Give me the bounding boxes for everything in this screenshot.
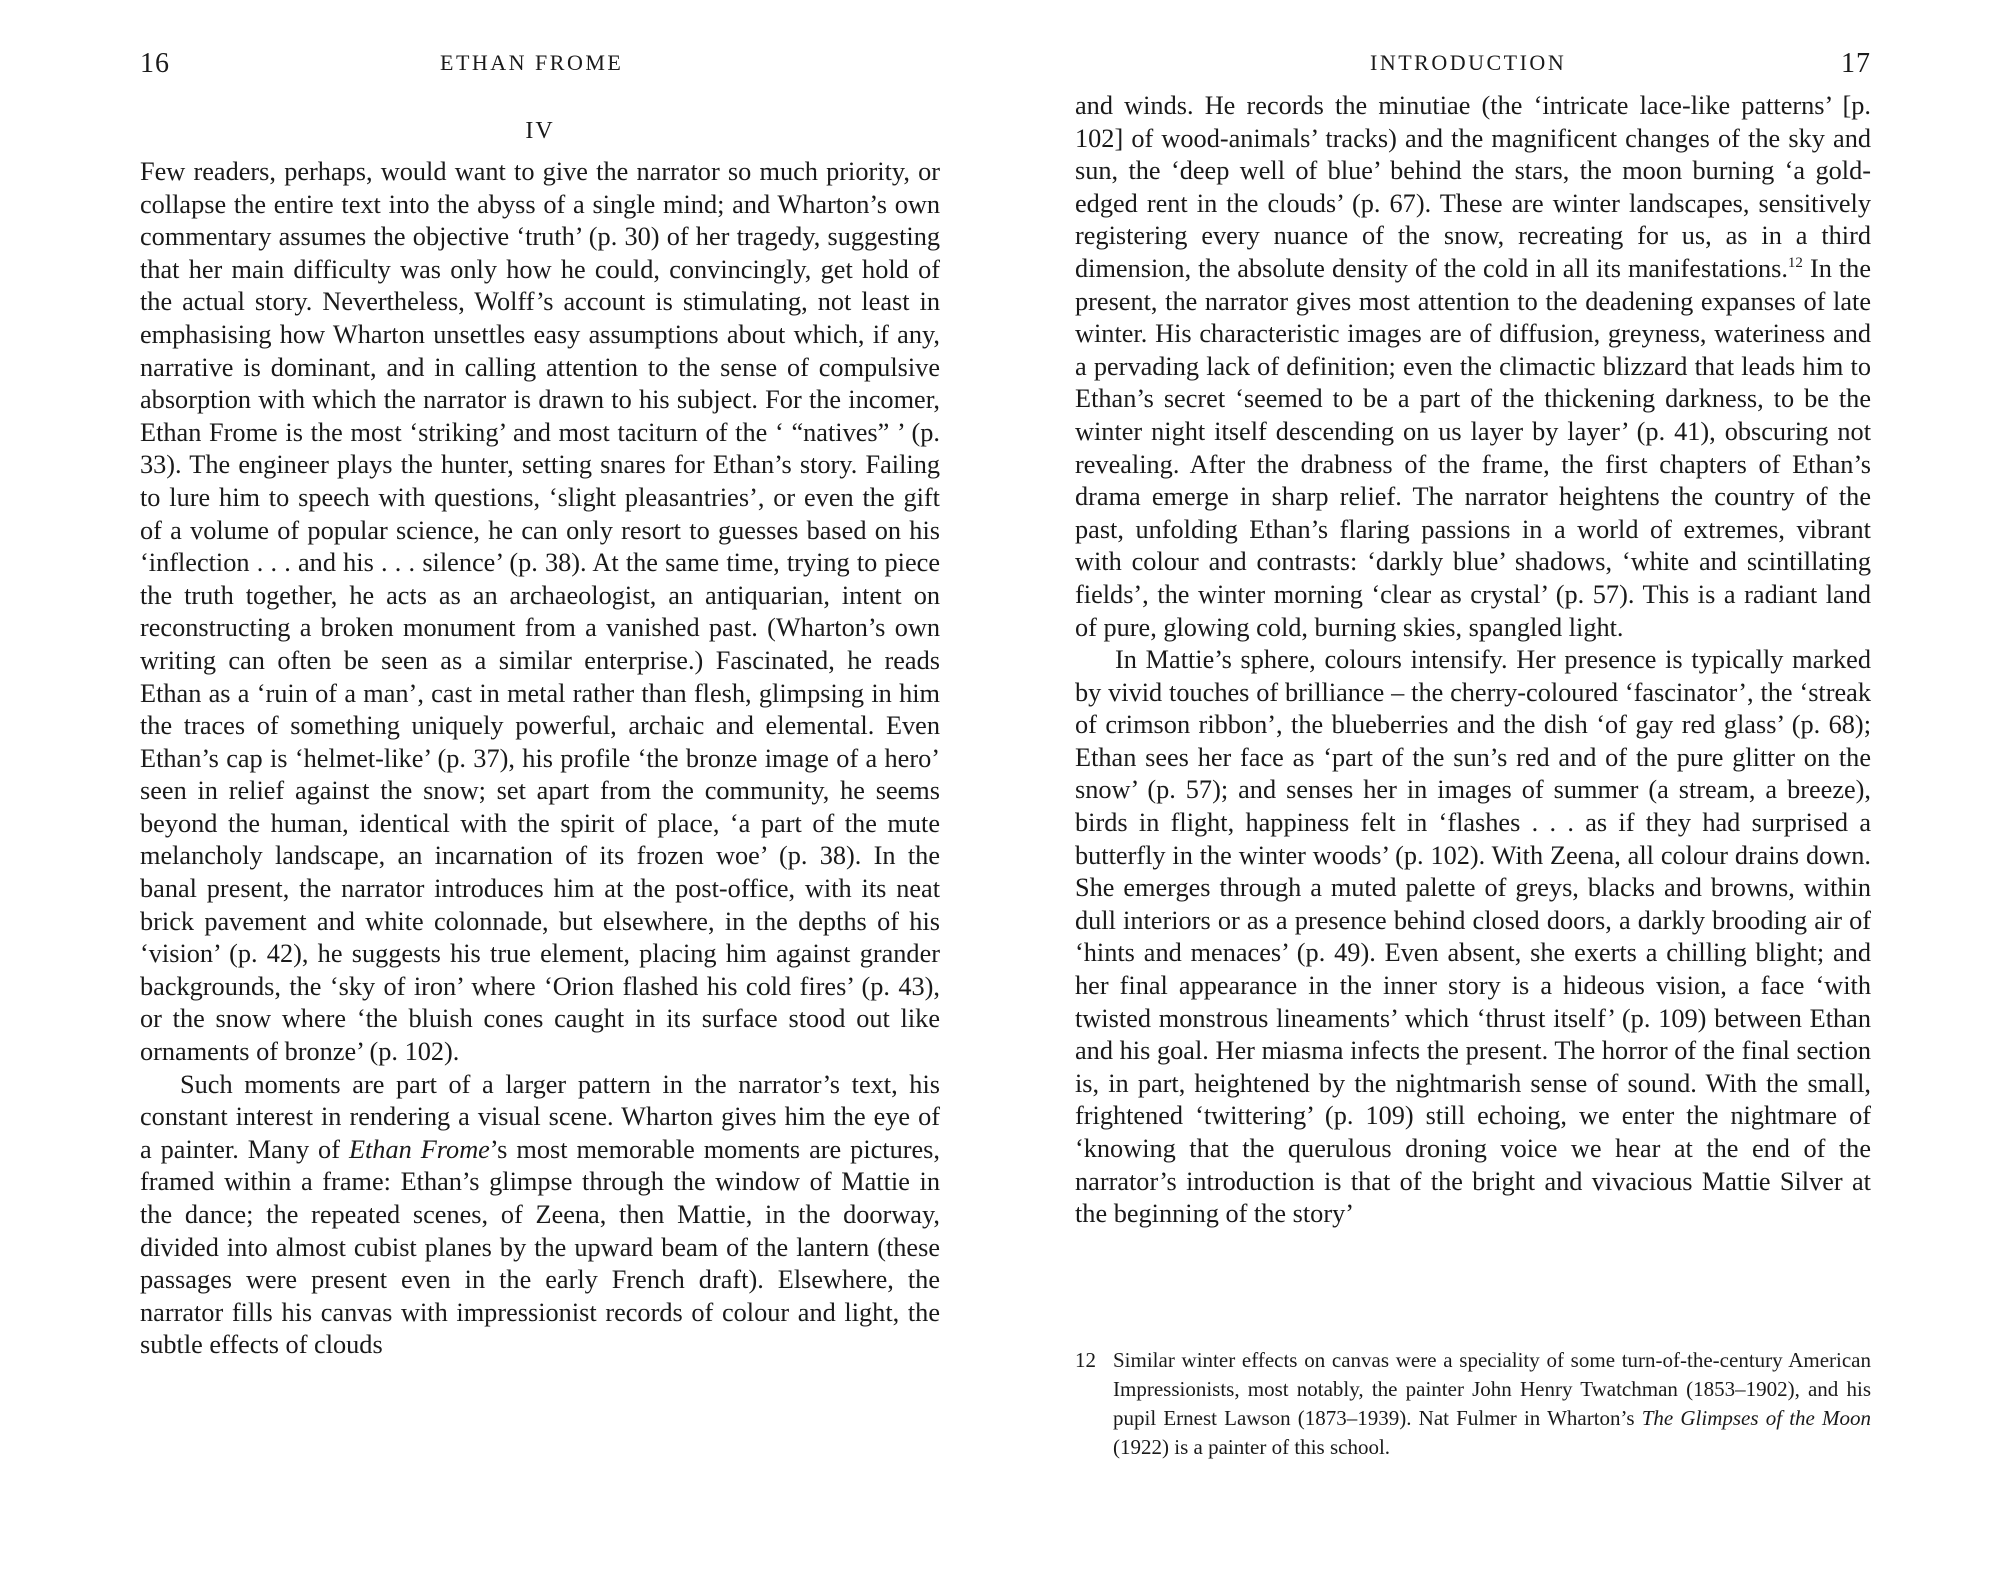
italic-title: The Glimpses of the Moon	[1641, 1406, 1871, 1430]
page-number: 16	[140, 48, 170, 79]
paragraph: In Mattie’s sphere, colours intensify. Her presence is typically marked by vivid touches of brilliance – the cherry-coloured ‘fascinator’, the ‘streak of crimson ribbon’, the blueberries and the dish ‘of gay red glass’ (p. 68); Ethan sees her face as ‘part of the sun’s red and of the pure glitter on the snow’ (p. 57); and senses her in images of summer (a stream, a breeze), birds in flight, happiness felt in ‘flashes . . . as if they had surprised a butterfly in the winter woods’ (p. 102). With Zeena, all colour drains down. She emerges through a muted palette of greys, blacks and browns, within dull interiors or as a presence behind closed doors, a darkly brooding air of ‘hints and menaces’ (p. 49). Even absent, she exerts a chilling blight; and her final appearance in the inner story is a hideous vision, a face ‘with twisted monstrous lineaments’ which ‘thrust itself’ (p. 109) between Ethan and his goal. Her miasma infects the present. The horror of the final section is, in part, heightened by the nightmarish sense of sound. With the small, frightened ‘twittering’ (p. 109) still echoing, we enter the nightmare of ‘knowing that the querulous droning voice we hear at the end of the narrator’s introduction is that of the bright and vivacious Mattie Silver at the beginning of the story’	[1075, 645, 1871, 1229]
footnote-number: 12	[1075, 1348, 1096, 1372]
paragraph: Few readers, perhaps, would want to give the narrator so much priority, or collapse the entire text into the abyss of a single mind; and Wharton’s own commentary assumes the objective ‘truth’ (p. 30) of her tragedy, suggesting that her main difficulty was only how he could, convincingly, get hold of the actual story. Nevertheless, Wolff’s account is stimulating, not least in emphasising how Wharton unsettles easy assumptions about which, if any, narrative is dominant, and in calling attention to the sense of compulsive absorption with which the narrator is drawn to his subject. For the incomer, Ethan Frome is the most ‘striking’ and most taciturn of the ‘ “natives” ’ (p. 33). The engineer plays the hunter, setting snares for Ethan’s story. Failing to lure him to speech with questions, ‘slight pleasantries’, or even the gift of a volume of popular science, he can only resort to guesses based on his ‘inflection . . . and his . . . silence’ (p. 38). At the same time, trying to piece the truth together, he acts as an archaeologist, an antiquarian, intent on reconstructing a broken monument from a vanished past. (Wharton’s own writing can often be seen as a similar enterprise.) Fascinated, he reads Ethan as a ‘ruin of a man’, cast in metal rather than flesh, glimpsing in him the traces of something uniquely powerful, archaic and elemental. Even Ethan’s cap is ‘helmet-like’ (p. 37), his profile ‘the bronze image of a hero’ seen in relief against the snow; set apart from the community, he seems beyond the human, identical with the spirit of place, ‘a part of the mute melancholy landscape, an incarnation of its frozen woe’ (p. 38). In the banal present, the narrator introduces him at the post-office, with its neat brick pavement and white colonnade, but elsewhere, in the depths of his ‘vision’ (p. 42), he suggests his true element, placing him against grander backgrounds, the ‘sky of iron’ where ‘Orion flashed his cold fires’ (p. 43), or the snow where ‘the bluish cones caught in its surface stood out like ornaments of bronze’ (p. 102).	[140, 157, 940, 1067]
right-page	[1075, 0, 1871, 1578]
running-head	[140, 44, 940, 84]
section-heading: IV	[525, 118, 555, 144]
paragraph: and winds. He records the minutiae (the ‘intricate lace-like patterns’ [p. 102] of wood-animals’ tracks) and the magnificent changes of the sky and sun, the ‘deep well of blue’ behind the stars, the moon burning ‘a gold-edged rent in the clouds’ (p. 67). These are winter landscapes, sensitively registering every nuance of the snow, recreating for us, as in a third dimension, the absolute density of the cold in all its manifestations.$^{12}$ In the present, the narrator gives most attention to the deadening expanses of late winter. His characteristic images are of diffusion, greyness, wateriness and a pervading lack of definition; even the climactic blizzard that leads him to Ethan’s secret ‘seemed to be a part of the thickening darkness, to be the winter night itself descending on us layer by layer’ (p. 41), obscuring not revealing. After the drabness of the frame, the first chapters of Ethan’s drama emerge in sharp relief. The narrator heightens the country of the past, unfolding Ethan’s flaring passions in a world of extremes, vibrant with colour and contrasts: ‘darkly blue’ shadows, ‘white and scintillating fields’, the winter morning ‘clear as crystal’ (p. 57). This is a radiant land of pure, glowing cold, burning skies, spangled light.	[1075, 91, 1871, 642]
paragraph: Such moments are part of a larger pattern in the narrator’s text, his constant interest in rendering a visual scene. Wharton gives him the eye of a painter. Many of Ethan Frome’s most memorable moments are pictures, framed within a frame: Ethan’s glimpse through the window of Mattie in the dance; the repeated scenes, of Zeena, then Mattie, in the doorway, divided into almost cubist planes by the upward beam of the lantern (these passages were present even in the early French draft). Elsewhere, the narrator fills his canvas with impressionist records of colour and light, the subtle effects of clouds	[140, 1069, 940, 1360]
footnote	[1075, 1346, 1871, 1462]
footnote-reference: 12	[1787, 255, 1803, 272]
left-page	[140, 0, 940, 1578]
body-text	[140, 156, 940, 1362]
page-number: 17	[1841, 48, 1871, 79]
body-text	[1075, 90, 1871, 1231]
italic-title: Ethan Frome	[348, 1134, 490, 1164]
running-head-title: INTRODUCTION	[1370, 50, 1567, 75]
running-head-title: ETHAN FROME	[440, 50, 624, 75]
footnote-text: Similar winter effects on canvas were a speciality of some turn-of-the-century American Impressionists, most notably, the painter John Henry Twatchman (1853–1902), and his pupil Ernest Lawson (1873–1939). Nat Fulmer in Wharton’s The Glimpses of the Moon (1922) is a painter of this school.	[1113, 1348, 1871, 1459]
running-head	[1075, 44, 1871, 84]
